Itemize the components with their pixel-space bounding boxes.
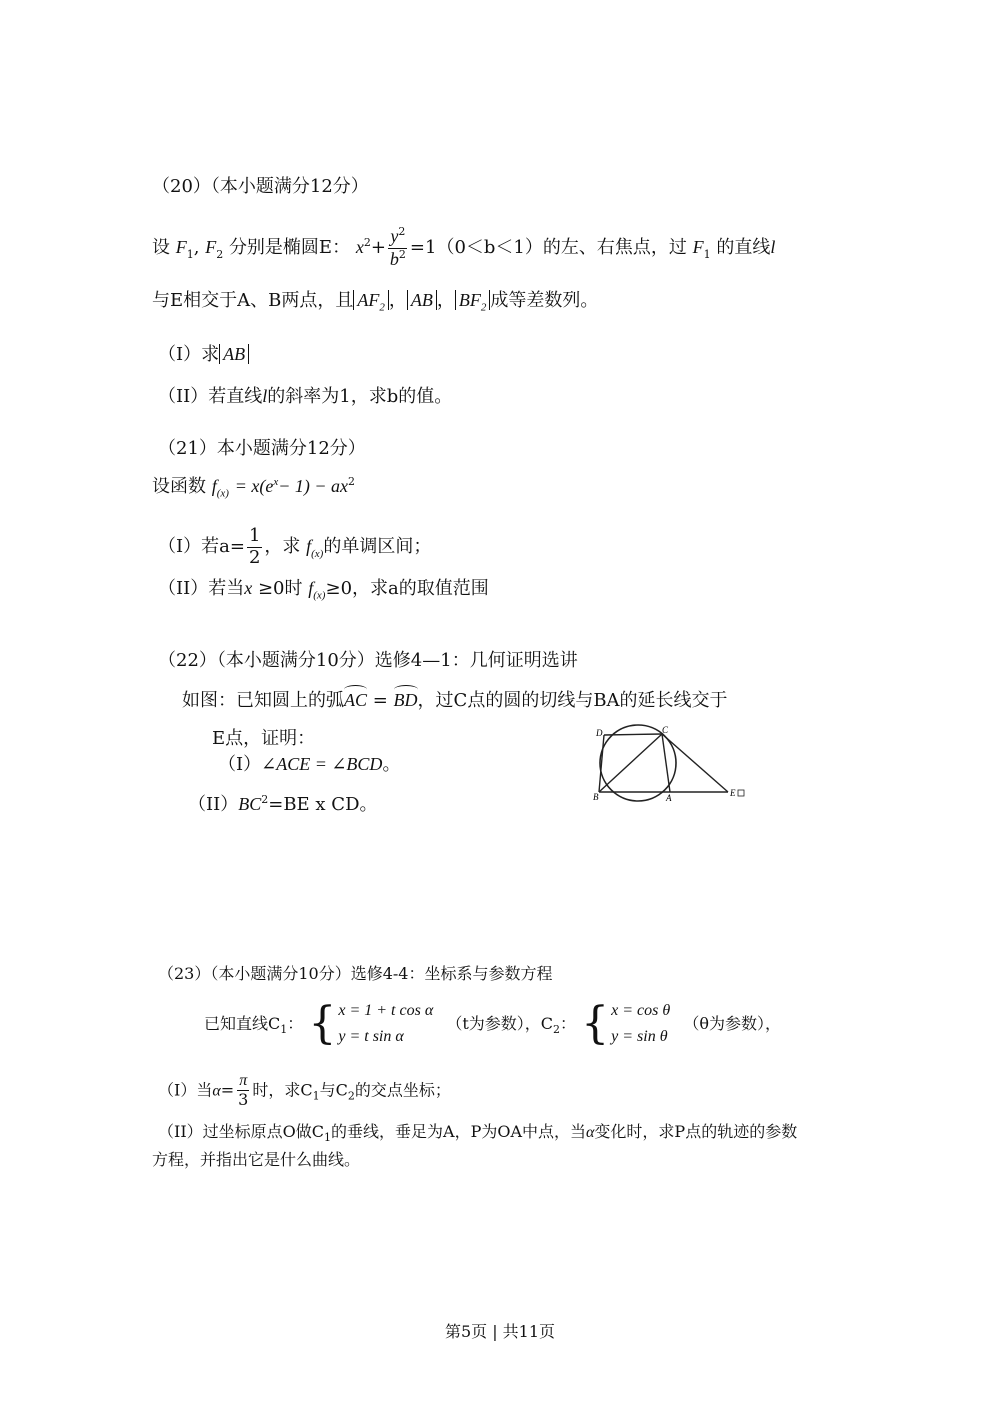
q23-part2-line2: 方程，并指出它是什么曲线。 <box>152 1150 361 1169</box>
segment-bc <box>599 734 662 792</box>
q23-part1: （I）当α= $\frac{\pi}{3}$ 时，求$C_1$与$C_2$的交点坐标； <box>158 1072 451 1110</box>
segment-ca <box>662 734 670 792</box>
q23-part2-line1: （II）过坐标原点O做$C_1$的垂线，垂足为A，P为OA中点，当α变化时，求P点的轨迹的参数 <box>158 1122 798 1145</box>
marker-box <box>738 790 744 796</box>
q21-part1: （I）若a= $\frac{1}{2}$ ，求 $f_{(x)}$的单调区间； <box>158 525 432 568</box>
q22-heading: （22）（本小题满分10分）选修4—1：几何证明选讲 <box>158 650 578 671</box>
q23-heading: （23）（本小题满分10分）选修4-4：坐标系与参数方程 <box>158 964 553 983</box>
pi-over-3-fraction: $\frac{\pi}{3}$ <box>238 1072 249 1110</box>
label-b: B <box>593 792 599 802</box>
label-c: C <box>662 725 669 735</box>
half-fraction: $\frac{1}{2}$ <box>248 525 261 568</box>
q22-part2: $(II)BC^2=BE$ x CD。 <box>188 793 378 815</box>
q21-part2: （II）若当x ≥0时 $f_{(x)}\ge 0$，求a的取值范围 <box>158 578 489 602</box>
q20-part1: （I）求 AB <box>158 344 249 366</box>
circle-tangent-figure <box>586 724 756 810</box>
q23-given: 已知直线$C_1$： { x = 1 + t cos α y = t sin α （t为参数），$C_2$： { x = cos θ y = sin θ （θ为参数）， <box>204 997 781 1049</box>
q20-heading: （20）（本小题满分12分） <box>152 176 369 197</box>
q20-statement-line2: 与E相交于A、B两点，且 $AF_2$ ， AB ， $BF_2$ 成等差数列。 <box>152 290 599 314</box>
c1-system: { x = 1 + t cos α y = t sin α <box>308 997 434 1049</box>
q20-part2: （II）若直线l的斜率为1，求b的值。 <box>158 386 453 407</box>
label-a: A <box>666 793 672 803</box>
q22-statement-line2: E点，证明： <box>212 728 316 749</box>
ellipse-fraction: $\frac{y^2}{b^2}$ <box>389 225 406 269</box>
q22-part1: （I）∠ACE = ∠BCD。 <box>218 754 401 775</box>
segment-dc <box>604 734 662 735</box>
tangent-ce <box>662 734 728 792</box>
q21-function-def: 设函数 $f_{(x)} = x(e^x- 1) - ax^2$ <box>152 475 355 500</box>
page-footer: 第5页 | 共11页 <box>444 1322 556 1341</box>
q20-statement-line1: 设 $F_1$, $F_2$ 分别是椭圆E： $x^2+$ $\frac{y^2}{b^2}$ =1（0＜b＜1）的左、右焦点，过 $F_1$ 的直线l <box>152 225 776 269</box>
label-e: E <box>730 788 736 798</box>
q22-statement-line1: 如图：已知圆上的弧AC = BD，过C点的圆的切线与BA的延长线交于 <box>182 690 728 711</box>
c2-system: { x = cos θ y = sin θ <box>581 997 671 1049</box>
q21-heading: （21）本小题满分12分） <box>158 438 366 459</box>
label-d: D <box>596 728 603 738</box>
